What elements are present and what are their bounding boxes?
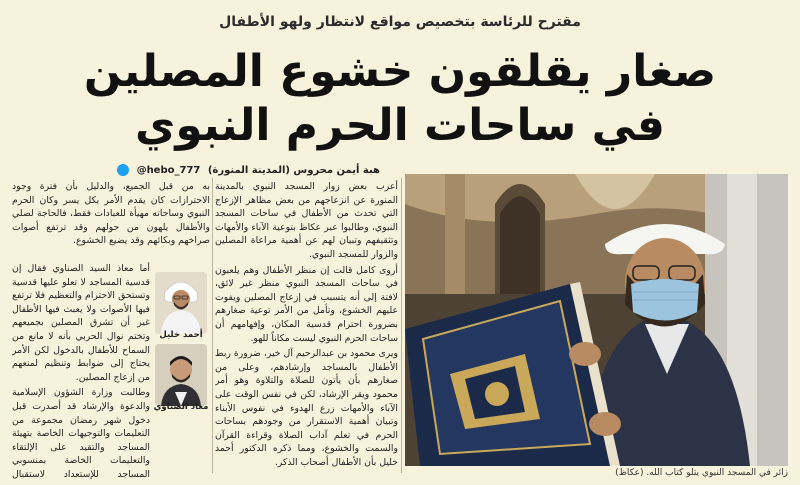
article-column-left-top [12,180,210,262]
headline-line-2: في ساحات الحرم النبوي [135,100,665,151]
byline [113,164,380,176]
mugshot-moaz-alsanawi [155,344,207,406]
column-rule [212,178,213,473]
paragraph: وتختم نوال الحربي بأنه لا مانع من السماح للأطفال بالدخول لكن الأمر يحتاج إلى ضوابط وتنظيم لمنعهم من إزعاج المصلين. [12,331,150,383]
mugshot-caption: أحمد خليل [159,330,203,340]
author-name: هبة أيمن محروس (المدينة المنورة) [207,165,380,176]
headline-line-1: صغار يقلقون خشوع المصلين [83,46,717,97]
mugshot-ahmed-khalil [155,272,207,334]
column-rule [401,178,402,473]
article-column-left-bottom [12,330,150,480]
portrait-image [155,272,207,334]
paragraph: أروى كامل قالت إن منظر الأطفال وهم يلعبون في ساحات المسجد النبوي منظر غير لائق، لافتة إلى أنه يتسبب في إزعاج المصلين ويفوت عليهم الخشوع، وتأمل من الأمر توعية صغارهم بضرورة احترام قدسية المكان، وإفهامهم أن ساحات الحرم النبوي ليست مكاناً للهو. [215,264,398,344]
paragraph: وطالبت وزارة الشؤون الإسلامية والدعوة والإرشاد قد أصدرت قبل دخول شهر رمضان مجموعة من التعليمات والتوجيهات الخاصة بتهيئة المساجد والتقيد على الإلتقاء والتعليمات الخاصة بمنسوبي المساجد للإستعداد لاستقبال [12,387,150,480]
photo-caption: زائر في المسجد النبوي يتلو كتاب الله. (عكاظ) [615,468,788,478]
twitter-handle: @hebo_777 [136,165,201,176]
main-photo [405,174,788,466]
portrait-image [155,344,207,406]
paragraph: به من قبل الجميع، والدليل بأن فترة وجود الاحترازات كان يقدم الأمر بكل يسر وكان الحرم النبوي وساحاته مهيأة للعبادات فقط، فالحاجة لصلي والأطفال يلهون من حولهم وقد ترتفع أصوات صراخهم وبكائهم وقد يضيع الخشوع. [12,181,210,247]
paragraph: أما معاذ السيد الصناوي فقال إن قدسية المساجد لا تعلو عليها قدسية وتستحق الاحترام والتعظيم فلا ترتفع فيها الأصوات ولا يعبث فيها الأطفال غير أن تشرق المصلين بجميعهم [12,263,150,328]
mugshot-caption: معاذ الصناوي [153,402,209,412]
kicker: مقترح للرئاسة بتخصيص مواقع لانتظار ولهو الأطفال [219,14,581,30]
paragraph: أعرب بعض زوار المسجد النبوي بالمدينة المنورة عن انزعاجهم من بعض مظاهر الإزعاج التي تحدث من الأطفال في ساحات المسجد النبوي، وطالبوا عبر عكاظ بتوعية الآباء والأمهات وتثقيفهم وتبيان لهم عن أهمية مراعاة المصلين والزوار للمسجد النبوي. [215,181,398,260]
article-column-left-mid [12,262,150,328]
paragraph: ويرى محمود بن عبدالرحيم آل خير، ضرورة ربط الأطفال بالمساجد وإرشادهم، وعلى من صغارهم بأن يأتون للصلاة والتلاوة وهو أمر محمود ويقر الإرشاد، لكن في نفس الوقت على الآباء والأمهات زرع الهدوء في نفوس الأبناء وتبيان أهمية الاستقرار من وجودهم بساحات الحرم في تعلم آداب الصلاة وقراءة القرآن والسمت والخشوع، ومما ذكره الدكتور أحمد خليل بأن الأطفال أصحاب الذكر. [215,348,398,468]
twitter-icon [117,164,129,176]
photo-man-reading-quran [405,174,788,466]
article-column-middle [215,180,398,476]
